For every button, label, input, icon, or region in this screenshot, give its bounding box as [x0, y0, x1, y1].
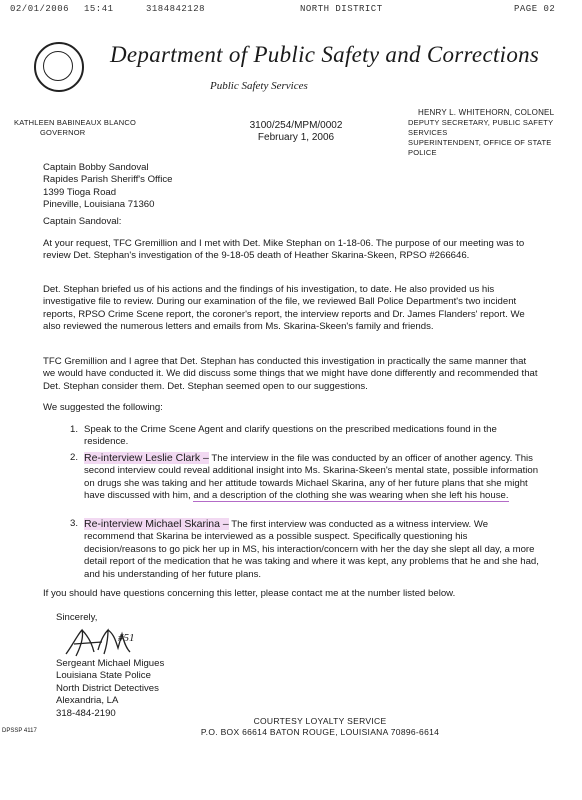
paragraph-3: TFC Gremillion and I agree that Det. Stephan has conducted this investigation in practically the same manner that we would have conducted it. We did discuss some things that we might have done differently and recommended that Det. Stephan consider them. Det. Stephan seemed open to our suggestions.: [43, 356, 538, 392]
fax-date: 02/01/2006: [10, 4, 70, 14]
signer-name: Sergeant Michael Migues: [56, 658, 165, 669]
suggestion-number: 3.: [70, 518, 79, 529]
signature-icon: [62, 624, 152, 662]
suggestion-text: The interview in the file was conducted by an officer of another agency. This second interview could reveal additional insight into Ms. Skarina-Skeen's mental state, possible information on drugs she was taking and her attitude towards Michael Skarina, any of her future plans that she might have discussed with him,: [84, 453, 539, 502]
suggestion-3: [70, 518, 540, 581]
recipient-office: Rapides Parish Sheriff's Office: [43, 174, 173, 186]
file-number: 3100/254/MPM/0002: [249, 120, 343, 131]
suggestion-heading: Re-interview Michael Skarina –: [84, 518, 229, 530]
paragraph-1: At your request, TFC Gremillion and I met with Det. Mike Stephan on 1-18-06. The purpose of our meeting was to review Det. Stephan's investigation of the 9-18-05 death of Heather Skarina-Skeen, RPSO #266646.: [43, 238, 525, 262]
suggestion-2: [70, 452, 540, 503]
signer-unit: North District Detectives: [56, 682, 159, 694]
signer-city: Alexandria, LA: [56, 695, 119, 707]
suggestion-text: Speak to the Crime Scene Agent and clarify questions on the prescribed medications found in the residence.: [84, 424, 497, 448]
recipient-address: [43, 162, 172, 212]
secretary-block: [408, 108, 582, 158]
signer-phone: 318-484-2190: [56, 707, 116, 719]
suggestion-highlight: and a description of the clothing she was wearing when she left his house.: [193, 490, 509, 502]
secretary-title-2: SUPERINTENDENT, OFFICE OF STATE POLICE: [408, 138, 552, 157]
suggestion-text: The first interview was conducted as a witness interview. We recommend that Skarina be interviewed as a possible suspect. Specifically questioning his decision/reasons to go pick her up in MS, his interaction/concern with her the day she slept all day, a more detail report of the medication that he was taking and where it was kept, any problems that he and she had, and his understanding of her future plans.: [84, 519, 539, 580]
secretary-title-1: DEPUTY SECRETARY, PUBLIC SAFETY SERVICES: [408, 118, 554, 137]
recipient-name: Captain Bobby Sandoval: [43, 162, 149, 173]
fax-time: 15:41: [84, 4, 114, 14]
paragraph-2: Det. Stephan briefed us of his actions and the findings of his investigation, to date. He also provided us his investigative file to review. During our examination of the file, we reviewed Ball Police Department's two incident reports, RPSO Crime Scene report, the coroner's report, the interview reports and Dr. James Flanders' report. We also reviewed the numerous letters and emails from Ms. Skarina-Skeen's family and friends.: [43, 284, 525, 333]
governor-block: [14, 118, 136, 138]
suggestion-number: 1.: [70, 424, 79, 435]
form-number: DPSSP 4117: [2, 728, 37, 734]
footer-address: P.O. BOX 66614 BATON ROUGE, LOUISIANA 70896-6614: [200, 727, 440, 737]
state-seal-icon: [34, 42, 84, 92]
suggestion-1: [70, 424, 540, 449]
governor-name: KATHLEEN BABINEAUX BLANCO: [14, 118, 136, 127]
salutation: Captain Sandoval:: [43, 216, 122, 227]
department-title: Department of Public Safety and Corrections: [110, 42, 540, 67]
recipient-street: 1399 Tioga Road: [43, 186, 117, 198]
suggestion-heading: Re-interview Leslie Clark –: [84, 452, 209, 464]
footer-motto: COURTESY LOYALTY SERVICE: [253, 716, 387, 726]
signer-agency: Louisiana State Police: [56, 670, 151, 682]
letter-date: February 1, 2006: [257, 132, 335, 143]
closing: Sincerely,: [56, 612, 98, 623]
signer-block: [56, 658, 164, 720]
governor-title: GOVERNOR: [40, 128, 86, 137]
paragraph-4: We suggested the following:: [43, 402, 163, 413]
recipient-city: Pineville, Louisiana 71360: [43, 199, 155, 211]
secretary-name: HENRY L. WHITEHORN, COLONEL: [418, 108, 555, 117]
fax-page: PAGE 02: [514, 4, 556, 14]
footer: [190, 716, 450, 738]
closing-line: If you should have questions concerning this letter, please contact me at the number listed below.: [43, 588, 456, 599]
file-block: [236, 120, 356, 144]
suggestion-number: 2.: [70, 452, 79, 463]
fax-office: NORTH DISTRICT: [300, 4, 383, 14]
fax-number: 3184842128: [146, 4, 206, 14]
signature-badge: #51: [118, 632, 135, 644]
department-subtitle: Public Safety Services: [210, 80, 308, 92]
